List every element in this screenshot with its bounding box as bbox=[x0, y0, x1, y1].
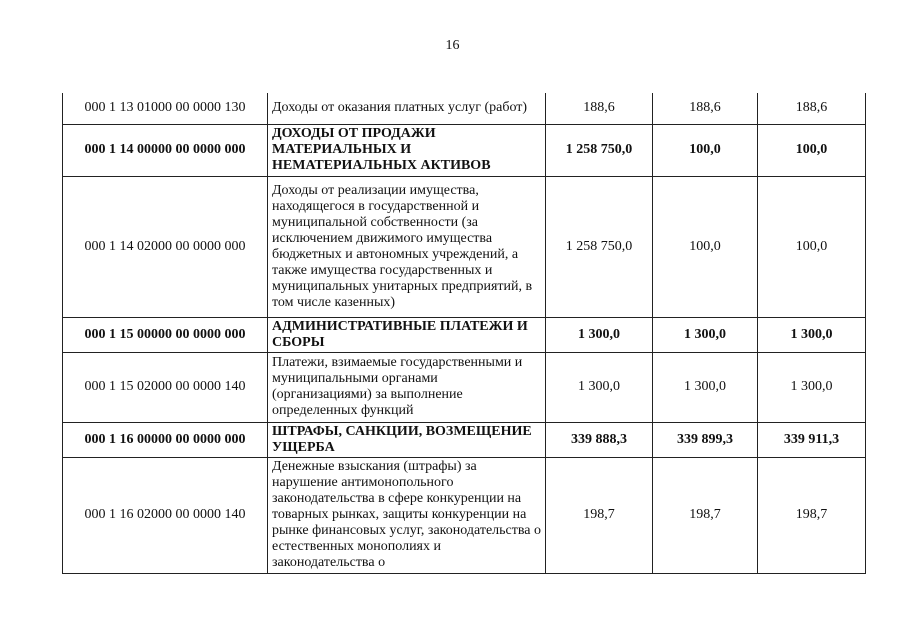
value-year-1: 339 888,3 bbox=[546, 422, 653, 457]
kbk-code: 000 1 15 02000 00 0000 140 bbox=[63, 352, 268, 422]
value-year-3: 1 300,0 bbox=[758, 352, 866, 422]
revenue-name: Доходы от оказания платных услуг (работ) bbox=[268, 93, 546, 124]
value-year-2: 100,0 bbox=[653, 176, 758, 317]
revenue-name: ДОХОДЫ ОТ ПРОДАЖИ МАТЕРИАЛЬНЫХ И НЕМАТЕРИАЛЬНЫХ АКТИВОВ bbox=[268, 124, 546, 176]
value-year-1: 1 300,0 bbox=[546, 352, 653, 422]
table-row bbox=[63, 93, 866, 124]
revenue-table bbox=[62, 93, 866, 574]
revenue-name-cell bbox=[268, 457, 546, 573]
value-year-3: 198,7 bbox=[758, 457, 866, 573]
value-year-1: 1 258 750,0 bbox=[546, 176, 653, 317]
table-row bbox=[63, 317, 866, 352]
value-year-2: 339 899,3 bbox=[653, 422, 758, 457]
kbk-code: 000 1 13 01000 00 0000 130 bbox=[63, 93, 268, 124]
table-row bbox=[63, 422, 866, 457]
value-year-1: 1 300,0 bbox=[546, 317, 653, 352]
value-year-3: 100,0 bbox=[758, 124, 866, 176]
revenue-name: АДМИНИСТРАТИВНЫЕ ПЛАТЕЖИ И СБОРЫ bbox=[268, 317, 546, 352]
table-row bbox=[63, 124, 866, 176]
kbk-code: 000 1 14 02000 00 0000 000 bbox=[63, 176, 268, 317]
value-year-1: 1 258 750,0 bbox=[546, 124, 653, 176]
revenue-name: Платежи, взимаемые государственными и муниципальными органами (организациями) за выполнение определенных функций bbox=[268, 352, 546, 422]
revenue-name: Доходы от реализации имущества, находящегося в государственной и муниципальной собственности (за исключением движимого имущества бюджетных и автономных учреждений, а также имущества государственных и муниципальных унитарных предприятий, в том числе казенных) bbox=[268, 176, 546, 317]
value-year-2: 198,7 bbox=[653, 457, 758, 573]
value-year-3: 100,0 bbox=[758, 176, 866, 317]
value-year-1: 188,6 bbox=[546, 93, 653, 124]
kbk-code: 000 1 16 00000 00 0000 000 bbox=[63, 422, 268, 457]
page-number: 16 bbox=[445, 38, 460, 53]
value-year-2: 100,0 bbox=[653, 124, 758, 176]
revenue-name: ШТРАФЫ, САНКЦИИ, ВОЗМЕЩЕНИЕ УЩЕРБА bbox=[268, 422, 546, 457]
value-year-3: 339 911,3 bbox=[758, 422, 866, 457]
value-year-3: 188,6 bbox=[758, 93, 866, 124]
value-year-2: 1 300,0 bbox=[653, 317, 758, 352]
value-year-2: 1 300,0 bbox=[653, 352, 758, 422]
kbk-code: 000 1 16 02000 00 0000 140 bbox=[63, 457, 268, 573]
table-row bbox=[63, 176, 866, 317]
table-row bbox=[63, 457, 866, 573]
revenue-name: Денежные взыскания (штрафы) за нарушение антимонопольного законодательства в сфере конкуренции на товарных рынках, защиты конкуренции на рынке финансовых услуг, законодательства о естественных монополиях и законодательства о bbox=[272, 459, 541, 570]
table-row bbox=[63, 352, 866, 422]
value-year-2: 188,6 bbox=[653, 93, 758, 124]
kbk-code: 000 1 15 00000 00 0000 000 bbox=[63, 317, 268, 352]
kbk-code: 000 1 14 00000 00 0000 000 bbox=[63, 124, 268, 176]
value-year-1: 198,7 bbox=[546, 457, 653, 573]
value-year-3: 1 300,0 bbox=[758, 317, 866, 352]
